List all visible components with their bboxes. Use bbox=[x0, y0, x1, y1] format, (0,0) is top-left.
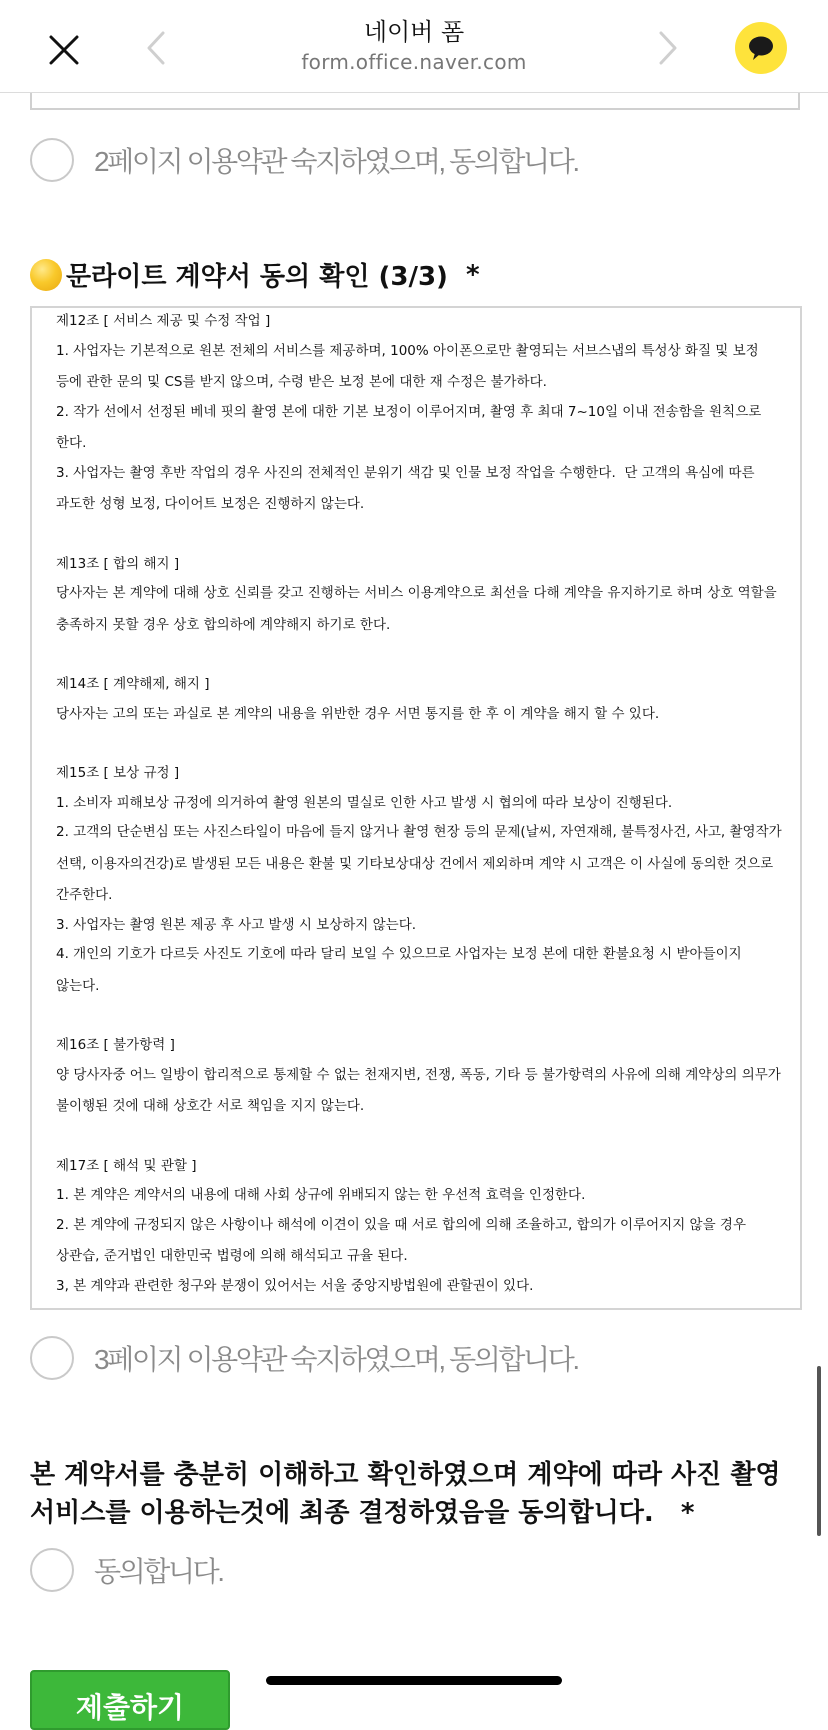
page-url: form.office.naver.com bbox=[301, 50, 527, 74]
submit-button[interactable] bbox=[30, 1670, 230, 1730]
terms-spacer bbox=[56, 521, 786, 551]
terms-text-box[interactable] bbox=[30, 306, 802, 1310]
speech-bubble-icon bbox=[747, 35, 775, 61]
page-title: 네이버 폼 bbox=[363, 18, 465, 46]
final-required-mark: * bbox=[680, 1498, 695, 1528]
scrollbar[interactable] bbox=[817, 1366, 821, 1536]
section-title bbox=[30, 256, 480, 293]
final-agree-option[interactable] bbox=[30, 1548, 223, 1592]
terms-line: 3. 사업자는 촬영 원본 제공 후 사고 발생 시 보상하지 않는다. bbox=[56, 916, 417, 933]
terms-spacer bbox=[56, 1002, 786, 1032]
chevron-right-icon bbox=[658, 31, 678, 65]
terms-article-heading: 제15조 [ 보상 규정 ] bbox=[56, 765, 180, 781]
terms-spacer bbox=[56, 730, 786, 760]
terms-line: 3. 사업자는 촬영 후반 작업의 경우 사진의 전체적인 분위기 색감 및 인물 보정 작업을 수행한다. 단 고객의 욕심에 따른 과도한 성형 보정, 다이어트 보정은 진행하지 않는다. bbox=[56, 464, 759, 512]
final-question-text: 본 계약서를 충분히 이해하고 확인하였으며 계약에 따라 사진 촬영 서비스를 이용하는것에 최종 결정하였음을 동의합니다. bbox=[30, 1460, 781, 1528]
terms-line: 4. 개인의 기호가 다르듯 사진도 기호에 따라 달리 보일 수 있으므로 사업자는 보정 본에 대한 환불요청 시 받아들이지 않는다. bbox=[56, 946, 747, 994]
terms-line: 1. 소비자 피해보상 규정에 의거하여 촬영 원본의 멸실로 인한 사고 발생 시 협의에 따라 보상이 진행된다. bbox=[56, 794, 673, 811]
page-title-area bbox=[214, 16, 614, 76]
close-icon bbox=[49, 35, 79, 65]
terms-article-heading: 제12조 [ 서비스 제공 및 수정 작업 ] bbox=[56, 313, 271, 329]
terms-line: 양 당사자중 어느 일방이 합리적으로 통제할 수 없는 천재지변, 전쟁, 폭동, 기타 등 불가항력의 사유에 의해 계약상의 의무가 불이행된 것에 대해 상호간 서로 책임을 지지 않는다. bbox=[56, 1066, 786, 1114]
final-agree-radio[interactable] bbox=[30, 1548, 74, 1592]
terms-spacer bbox=[56, 641, 786, 671]
terms-line: 3, 본 계약과 관련한 청구와 분쟁이 있어서는 서울 중앙지방법원에 관할권이 있다. bbox=[56, 1277, 534, 1294]
terms-line: 2. 고객의 단순변심 또는 사진스타일이 마음에 들지 않거나 촬영 현장 등의 문제(날씨, 자연재해, 불특정사건, 사고, 촬영작가 선택, 이용자의건강)로 발생된 모든 내용은 환불 및 기타보상대상 건에서 제외하며 계약 시 고객은 이 사실에 동의한 것으로 간주한다. bbox=[56, 824, 786, 903]
submit-label: 제출하기 bbox=[75, 1691, 185, 1724]
section-title-text: 문라이트 계약서 동의 확인 (3/3) bbox=[66, 262, 448, 292]
page3-agree-radio[interactable] bbox=[30, 1336, 74, 1380]
close-button[interactable] bbox=[40, 26, 88, 74]
terms-line: 2. 작가 선에서 선정된 베네 핏의 촬영 본에 대한 기본 보정이 이루어지며, 촬영 후 최대 7~10일 이내 전송함을 원칙으로 한다. bbox=[56, 403, 766, 451]
terms-article-heading: 제16조 [ 불가항력 ] bbox=[56, 1037, 175, 1053]
page2-agree-radio[interactable] bbox=[30, 138, 74, 182]
terms-article-heading: 제14조 [ 계약해제, 해지 ] bbox=[56, 676, 210, 692]
terms-line: 1. 본 계약은 계약서의 내용에 대해 사회 상규에 위배되지 않는 한 우선적 효력을 인정한다. bbox=[56, 1187, 586, 1203]
terms-line: 당사자는 고의 또는 과실로 본 계약의 내용을 위반한 경우 서면 통지를 한 후 이 계약을 해지 할 수 있다. bbox=[56, 705, 660, 722]
terms-article-heading: 제13조 [ 합의 해지 ] bbox=[56, 555, 180, 572]
terms-article-heading: 제17조 [ 해석 및 관할 ] bbox=[56, 1157, 197, 1174]
forward-button[interactable] bbox=[650, 26, 686, 70]
required-mark: * bbox=[465, 259, 480, 290]
back-button[interactable] bbox=[138, 26, 174, 70]
kakaotalk-share-button[interactable] bbox=[735, 22, 787, 74]
page2-agree-label: 2페이지 이용약관 숙지하였으며, 동의합니다. bbox=[94, 146, 578, 177]
page2-agree-option[interactable] bbox=[30, 138, 578, 182]
home-indicator bbox=[266, 1676, 562, 1685]
terms-line: 1. 사업자는 기본적으로 원본 전체의 서비스를 제공하며, 100% 아이폰으로만 촬영되는 서브스냅의 특성상 화질 및 보정 등에 관한 문의 및 CS를 받지 않으며, 수령 받은 보정 본에 대한 재 수정은 불가하다. bbox=[56, 342, 763, 390]
final-agreement-question bbox=[30, 1456, 800, 1532]
browser-top-bar bbox=[0, 0, 828, 93]
page3-agree-option[interactable] bbox=[30, 1336, 578, 1380]
terms-line: 당사자는 본 계약에 대해 상호 신뢰를 갖고 진행하는 서비스 이용계약으로 최선을 다해 계약을 유지하기로 하며 상호 역할을 충족하지 못할 경우 상호 합의하에 계약해지 하기로 한다. bbox=[56, 585, 782, 633]
yellow-circle-icon bbox=[30, 259, 62, 291]
chevron-left-icon bbox=[146, 31, 166, 65]
final-agree-label: 동의합니다. bbox=[94, 1556, 223, 1587]
terms-spacer bbox=[56, 1123, 786, 1153]
page3-agree-label: 3페이지 이용약관 숙지하였으며, 동의합니다. bbox=[94, 1344, 578, 1375]
terms-line: 2. 본 계약에 규정되지 않은 사항이나 해석에 이견이 있을 때 서로 합의에 의해 조율하고, 합의가 이루어지지 않을 경우 상관습, 준거법인 대한민국 법령에 의해 해석되고 규율 된다. bbox=[56, 1216, 751, 1264]
